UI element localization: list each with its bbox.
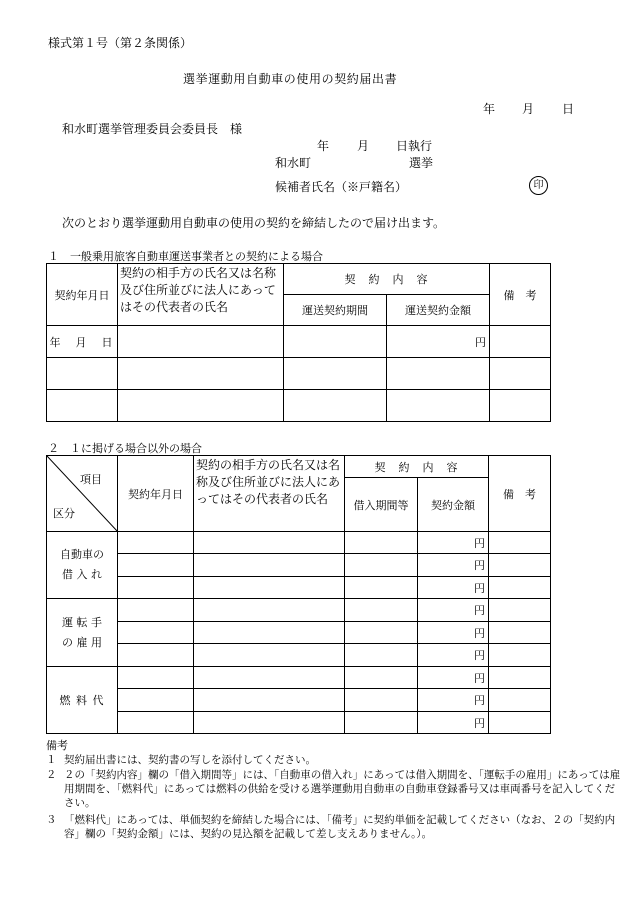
table-row xyxy=(47,358,551,390)
date-month: 月 xyxy=(522,102,535,116)
s2-col-period: 借入期間等 xyxy=(345,478,418,532)
s2-remarks-cell[interactable] xyxy=(489,712,551,734)
s2-group-driver-hire: 運 転 手 の 雇 用 xyxy=(47,599,118,667)
section1-table xyxy=(46,263,551,422)
table-row xyxy=(47,622,551,644)
date-year: 年 xyxy=(483,102,496,116)
s1-period-cell[interactable] xyxy=(284,326,387,358)
section1-heading: １ 一般乗用旅客自動車運送事業者との契約による場合 xyxy=(48,250,323,263)
s2-amount-cell[interactable]: 円 xyxy=(418,532,489,554)
s1-col-party: 契約の相手方の氏名又は名称及び住所並びに法人にあってはその代表者の氏名 xyxy=(118,264,284,326)
s2-date-cell[interactable] xyxy=(118,622,194,644)
form-number: 様式第１号（第２条関係） xyxy=(48,36,193,50)
s2-remarks-cell[interactable] xyxy=(489,689,551,712)
election-kind: 選挙 xyxy=(409,156,434,170)
s1-amount-cell[interactable] xyxy=(387,390,490,422)
intro-text: 次のとおり選挙運動用自動車の使用の契約を締結したので届け出ます。 xyxy=(62,216,446,230)
election-town: 和水町 xyxy=(275,156,312,170)
s2-period-cell[interactable] xyxy=(345,532,418,554)
s2-party-cell[interactable] xyxy=(194,644,345,667)
note-text: ２の「契約内容」欄の「借入期間等」には、「自動車の借入れ」にあっては借入期間を、「運転手の雇用」にあっては雇用期間を、「燃料代」にあっては燃料の供給を受ける選挙運動用自動車の自動車登録番号又は車両番号を記入してください。 xyxy=(64,769,621,809)
s2-remarks-cell[interactable] xyxy=(489,554,551,577)
s2-amount-cell[interactable]: 円 xyxy=(418,667,489,689)
s2-remarks-cell[interactable] xyxy=(489,667,551,689)
s2-party-cell[interactable] xyxy=(194,577,345,599)
table-row xyxy=(47,532,551,554)
s2-remarks-cell[interactable] xyxy=(489,577,551,599)
addressee: 和水町選挙管理委員会委員長 様 xyxy=(62,122,243,136)
s2-party-cell[interactable] xyxy=(194,532,345,554)
s2-party-cell[interactable] xyxy=(194,712,345,734)
note-number: ３ xyxy=(46,814,57,826)
s2-date-cell[interactable] xyxy=(118,577,194,599)
s1-col-date: 契約年月日 xyxy=(47,264,118,326)
s2-period-cell[interactable] xyxy=(345,644,418,667)
table-row xyxy=(47,644,551,667)
s2-col-remarks: 備 考 xyxy=(489,456,551,532)
s2-date-cell[interactable] xyxy=(118,667,194,689)
table-row xyxy=(47,599,551,622)
election-month: 月 xyxy=(357,139,370,153)
note-text: 「燃料代」にあっては、単価契約を締結した場合には、「備考」に契約単価を記載してください（なお、２の「契約内容」欄の「契約金額」には、契約の見込額を記載して差し支えありません。）。 xyxy=(64,814,616,840)
s2-party-cell[interactable] xyxy=(194,667,345,689)
s2-group-fuel: 燃 料 代 xyxy=(47,667,118,734)
s2-period-cell[interactable] xyxy=(345,599,418,622)
s2-date-cell[interactable] xyxy=(118,532,194,554)
s1-date-cell[interactable] xyxy=(47,390,118,422)
seal-mark: 印 xyxy=(529,176,548,195)
s1-date-cell[interactable] xyxy=(47,358,118,390)
s2-diag-item: 項目 xyxy=(80,473,102,486)
s2-date-cell[interactable] xyxy=(118,689,194,712)
s2-date-cell[interactable] xyxy=(118,712,194,734)
s2-date-cell[interactable] xyxy=(118,599,194,622)
s2-diag-category: 区分 xyxy=(53,507,75,520)
section2-table xyxy=(46,455,551,734)
s2-remarks-cell[interactable] xyxy=(489,599,551,622)
s2-party-cell[interactable] xyxy=(194,599,345,622)
notes-label: 備考 xyxy=(46,739,68,752)
table-row xyxy=(47,554,551,577)
s1-amount-cell[interactable] xyxy=(387,358,490,390)
s2-col-contract: 契 約 内 容 xyxy=(345,456,489,478)
s1-party-cell[interactable] xyxy=(118,358,284,390)
date-day: 日 xyxy=(562,102,575,116)
s2-amount-cell[interactable]: 円 xyxy=(418,712,489,734)
s2-period-cell[interactable] xyxy=(345,577,418,599)
s2-party-cell[interactable] xyxy=(194,622,345,644)
s2-date-cell[interactable] xyxy=(118,644,194,667)
s2-period-cell[interactable] xyxy=(345,689,418,712)
s1-party-cell[interactable] xyxy=(118,326,284,358)
s1-col-contract: 契 約 内 容 xyxy=(284,264,490,295)
table-row xyxy=(47,577,551,599)
table-row xyxy=(47,712,551,734)
page-title: 選挙運動用自動車の使用の契約届出書 xyxy=(183,72,398,86)
s2-amount-cell[interactable]: 円 xyxy=(418,644,489,667)
table-row xyxy=(47,667,551,689)
s1-period-cell[interactable] xyxy=(284,390,387,422)
s2-party-cell[interactable] xyxy=(194,554,345,577)
s1-remarks-cell[interactable] xyxy=(490,358,551,390)
election-year: 年 xyxy=(317,139,330,153)
s2-remarks-cell[interactable] xyxy=(489,622,551,644)
candidate-name-label: 候補者氏名（※戸籍名） xyxy=(275,180,408,194)
s1-remarks-cell[interactable] xyxy=(490,326,551,358)
s2-col-party: 契約の相手方の氏名又は名称及び住所並びに法人にあってはその代表者の氏名 xyxy=(194,456,345,532)
note-text: 契約届出書には、契約書の写しを添付してください。 xyxy=(64,754,316,766)
note-number: １ xyxy=(46,754,57,766)
s2-col-amount: 契約金額 xyxy=(418,478,489,532)
s2-period-cell[interactable] xyxy=(345,667,418,689)
s2-amount-cell[interactable]: 円 xyxy=(418,554,489,577)
section2-heading: ２ １に掲げる場合以外の場合 xyxy=(48,442,202,455)
s2-remarks-cell[interactable] xyxy=(489,532,551,554)
s2-period-cell[interactable] xyxy=(345,622,418,644)
s1-period-cell[interactable] xyxy=(284,358,387,390)
s2-diagonal-header xyxy=(47,456,118,532)
s1-amount-cell[interactable]: 円 xyxy=(387,326,490,358)
s1-col-period: 運送契約期間 xyxy=(284,295,387,326)
s2-period-cell[interactable] xyxy=(345,712,418,734)
s1-col-remarks: 備 考 xyxy=(490,264,551,326)
s2-party-cell[interactable] xyxy=(194,689,345,712)
note-number: ２ xyxy=(46,769,57,781)
table-row xyxy=(47,326,551,358)
s2-date-cell[interactable] xyxy=(118,554,194,577)
table-row xyxy=(47,390,551,422)
s2-group-car-rental: 自動車の 借 入 れ xyxy=(47,532,118,599)
s1-col-amount: 運送契約金額 xyxy=(387,295,490,326)
s1-row-date: 年 月 日 xyxy=(47,326,118,358)
s2-remarks-cell[interactable] xyxy=(489,644,551,667)
s2-amount-cell[interactable]: 円 xyxy=(418,577,489,599)
s2-period-cell[interactable] xyxy=(345,554,418,577)
s1-party-cell[interactable] xyxy=(118,390,284,422)
election-day: 日執行 xyxy=(396,139,433,153)
s2-amount-cell[interactable]: 円 xyxy=(418,599,489,622)
s1-remarks-cell[interactable] xyxy=(490,390,551,422)
s2-amount-cell[interactable]: 円 xyxy=(418,622,489,644)
table-row xyxy=(47,689,551,712)
s2-amount-cell[interactable]: 円 xyxy=(418,689,489,712)
s2-col-date: 契約年月日 xyxy=(118,456,194,532)
